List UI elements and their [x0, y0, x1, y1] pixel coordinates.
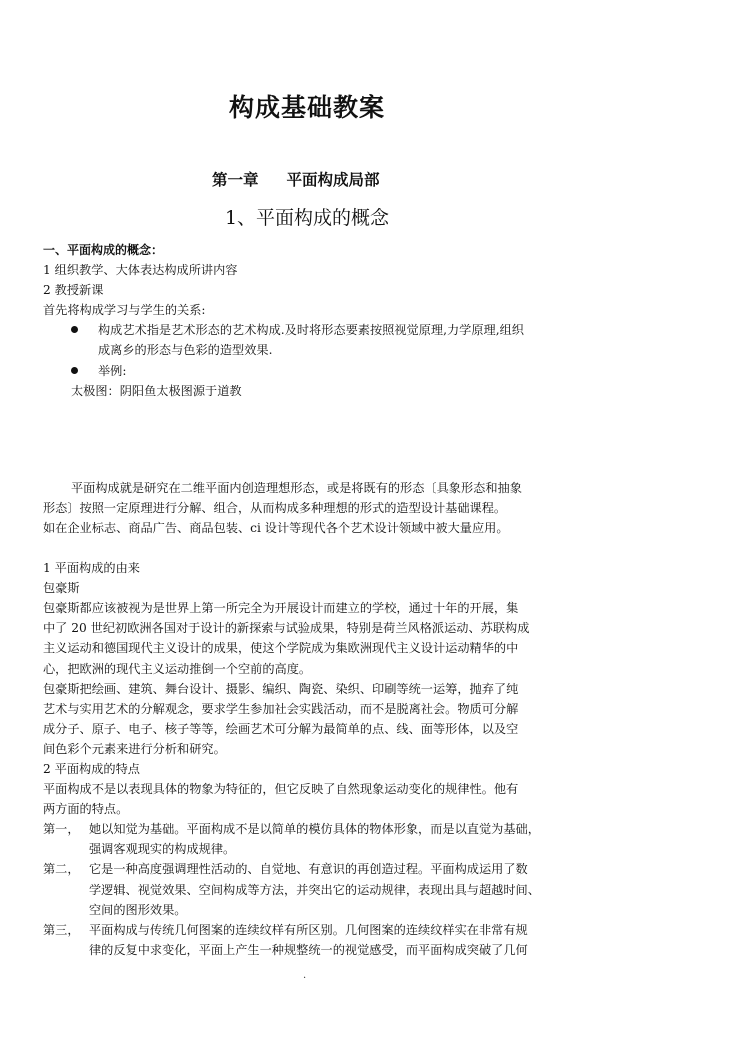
- paragraph-line: 艺术与实用艺术的分解观念，要求学生参加社会实践活动，而不是脱离社会。物质可分解: [43, 701, 519, 716]
- item-number: 第二，: [43, 862, 80, 877]
- definition-line: 如在企业标志、商品广告、商品包装、ci 设计等现代各个艺术设计领域中被大量应用。: [43, 520, 509, 535]
- document-title: 构成基础教案: [228, 93, 385, 122]
- item-text: 它是一种高度强调理性活动的、自觉地、有意识的再创造过程。平面构成运用了数: [89, 862, 528, 877]
- bullet-text: 举例:: [98, 363, 127, 378]
- paragraph-line: 间色彩个元素来进行分析和研究。: [43, 741, 226, 756]
- numbered-item: [43, 859, 585, 879]
- bullet-dot-icon: [71, 326, 78, 333]
- paragraph-line: 平面构成不是以表现具体的物象为特征的，但它反映了自然现象运动变化的规律性。他有: [43, 782, 519, 797]
- chapter-title: 平面构成局部: [286, 171, 380, 189]
- item-text: 学逻辑、视觉效果、空间构成等方法，并突出它的运动规律，表现出具与超越时间、: [89, 882, 540, 897]
- item-text: 平面构成与传统几何图案的连续纹样有所区别。几何图案的连续纹样实在非常有规: [89, 922, 528, 937]
- item-text: 空间的图形效果。: [89, 902, 187, 917]
- paragraph-line: 包豪斯把绘画、建筑、舞台设计、摄影、编织、陶瓷、染织、印刷等统一运筹，抛弃了纯: [43, 681, 519, 696]
- paragraph-line: 主义运动和德国现代主义设计的成果，使这个学院成为集欧洲现代主义设计运动精华的中: [43, 641, 519, 656]
- definition-line: 平面构成就是研究在二维平面内创造理想形态，或是将既有的形态〔具象形态和抽象: [71, 480, 522, 495]
- numbered-item: [43, 920, 585, 940]
- numbered-item-continuation: [43, 940, 585, 960]
- paragraph-line: 心，把欧洲的现代主义运动推倒一个空前的高度。: [43, 661, 312, 676]
- chapter-label: 第一章: [212, 171, 259, 189]
- paragraph-line: 成分子、原子、电子、核子等等，绘画艺术可分解为最简单的点、线、面等形体，以及空: [43, 721, 519, 736]
- section-title: 1、平面构成的概念: [224, 207, 390, 229]
- numbered-item: [43, 819, 585, 839]
- bullet-dot-icon: [71, 367, 78, 374]
- document-body: [43, 240, 585, 960]
- chapter-heading: [212, 168, 380, 190]
- features-heading: 2 平面构成的特点: [43, 761, 140, 776]
- bullet-continuation: 成离乡的形态与色彩的造型效果.: [98, 343, 273, 358]
- numbered-item-continuation: [43, 880, 585, 900]
- concept-line-2: 2 教授新课: [43, 283, 104, 298]
- bullet-item: [43, 361, 585, 381]
- numbered-item-continuation: [43, 839, 585, 859]
- concept-line-3: 首先将构成学习与学生的关系:: [43, 303, 206, 318]
- example-line: 太极图：阴阳鱼太极图源于道教: [71, 383, 242, 398]
- paragraph-line: 包豪斯都应该被视为是世界上第一所完全为开展设计而建立的学校，通过十年的开展，集: [43, 601, 519, 616]
- origin-subheading: 包豪斯: [43, 581, 80, 596]
- item-number: 第三，: [43, 922, 80, 937]
- definition-line: 形态〕按照一定原理进行分解、组合，从而构成多种理想的形式的造型设计基础课程。: [43, 500, 507, 515]
- paragraph-line: 两方面的特点。: [43, 802, 129, 817]
- concept-line-1: 1 组织教学、大体表达构成所讲内容: [43, 263, 238, 278]
- item-text: 强调客观现实的构成规律。: [89, 842, 236, 857]
- footer-mark: .: [303, 970, 307, 981]
- item-text: 她以知觉为基础。平面构成不是以简单的模仿具体的物体形象，而是以直觉为基础，: [89, 822, 540, 837]
- paragraph-line: 中了 20 世纪初欧洲各国对于设计的新探索与试验成果，特别是荷兰风格派运动、苏联构成: [43, 621, 530, 636]
- bullet-item: [43, 320, 585, 340]
- bullet-text: 构成艺术指是艺术形态的艺术构成.及时将形态要素按照视觉原理,力学原理,组织: [98, 323, 524, 338]
- item-text: 律的反复中求变化，平面上产生一种规整统一的视觉感受，而平面构成突破了几何: [89, 942, 528, 957]
- origin-heading: 1 平面构成的由来: [43, 561, 140, 576]
- item-number: 第一，: [43, 822, 80, 837]
- concept-heading: 一、平面构成的概念：: [43, 243, 164, 257]
- numbered-item-continuation: [43, 900, 585, 920]
